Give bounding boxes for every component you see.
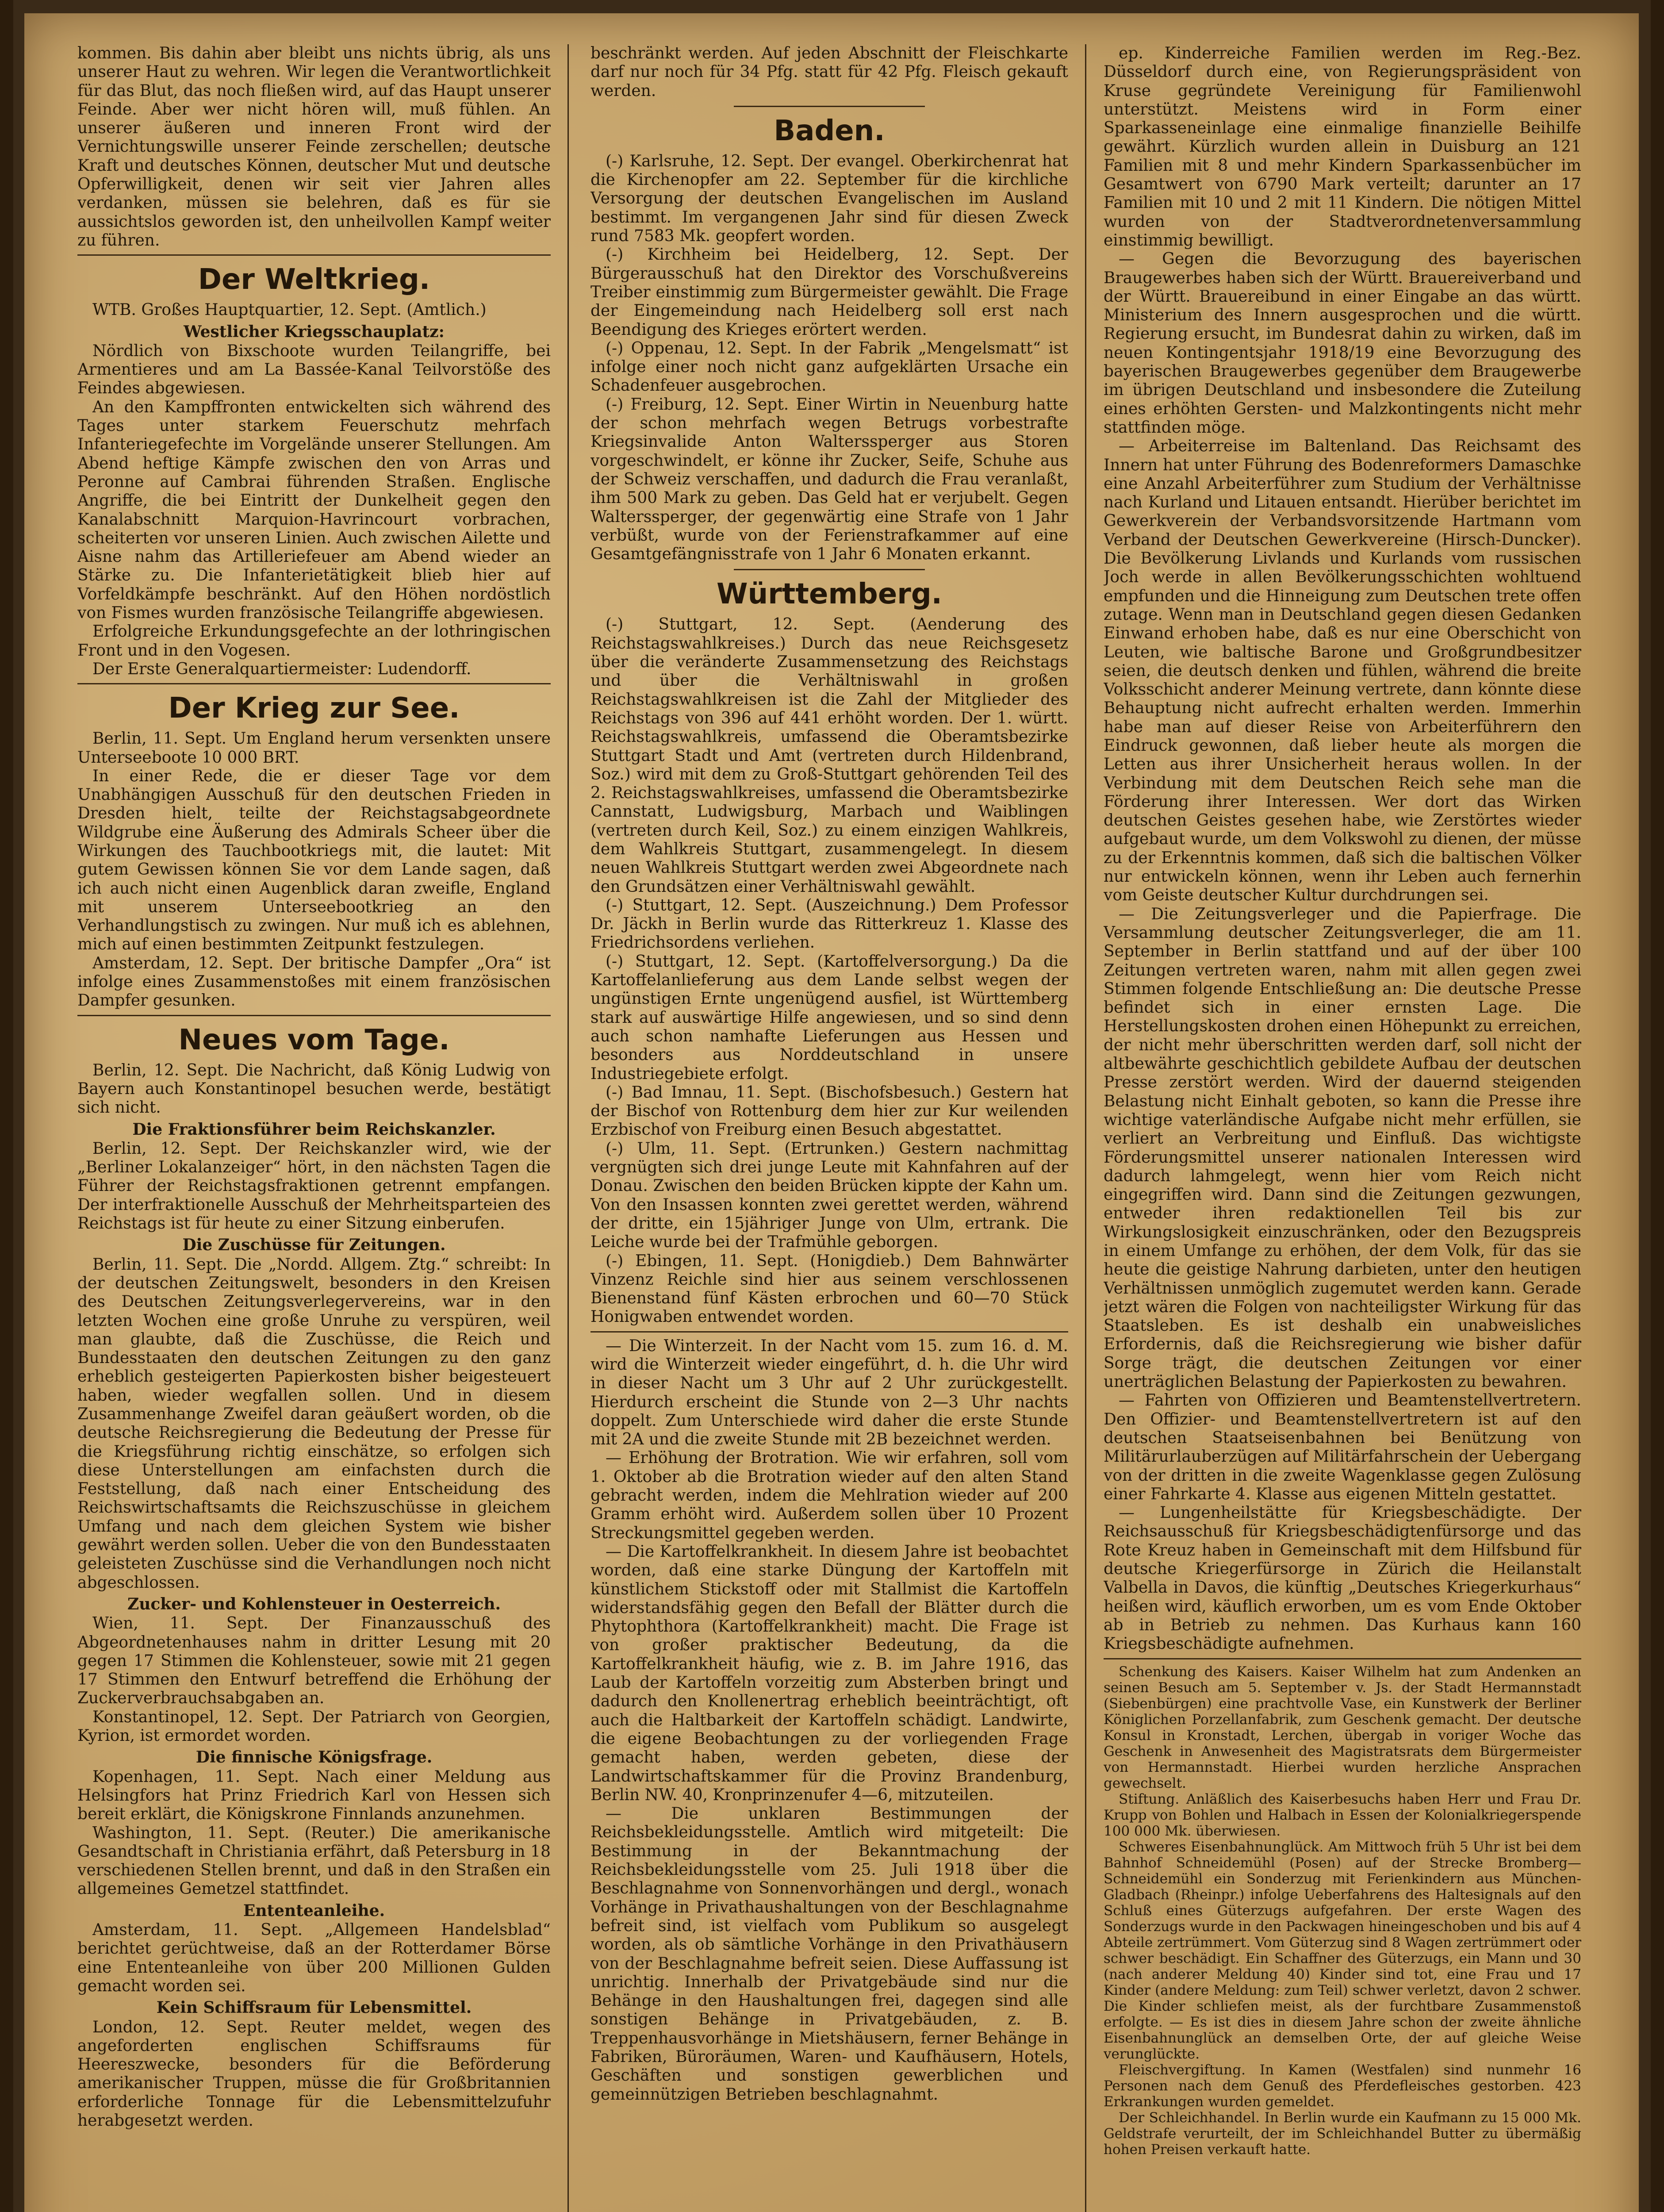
section-heading: Baden. bbox=[774, 114, 885, 147]
dateline: WTB. Großes Hauptquartier, 12. Sept. (Amtlich.) bbox=[92, 301, 487, 319]
newspaper-page bbox=[24, 13, 1639, 2212]
paragraph: (-) Ulm, 11. Sept. (Ertrunken.) Gestern nachmittag vergnügten sich drei junge Leute mit Kahnfahren auf der Donau. Zwischen den beiden Brücken kippte der Kahn um. Von den Insassen konnten zwei gerettet werden, während der dritte, ein 15jähriger Junge von Ulm, ertrank. Die Leiche wurde bei der Trafmühle geborgen. bbox=[590, 1139, 1068, 1252]
paragraph: (-) Ebingen, 11. Sept. (Honigdieb.) Dem Bahnwärter Vinzenz Reichle sind hier aus seinem verschlossenen Bienenstand fünf Kästen erbrochen und 60—70 Stück Honigwaben entwendet worden. bbox=[590, 1252, 1068, 1326]
page-edge-left bbox=[0, 0, 13, 2212]
subheading: Die Fraktionsführer beim Reichskanzler. bbox=[132, 1120, 496, 1139]
column-1 bbox=[77, 44, 551, 2212]
paragraph: — Gegen die Bevorzugung des bayerischen Braugewerbes haben sich der Württ. Brauereiverband und der Württ. Brauereibund in einer Eingabe an das württ. Ministerium des Innern ausgesprochen und die württ. Regierung ersucht, im Bundesrat dahin zu wirken, daß im neuen Kontingentsjahr 1918/19 eine Bevorzugung des bayerischen Braugewerbes gegenüber dem Braugewerbe im übrigen Deutschland und insbesondere die Zuteilung eines erhöhten Gersten- und Malzkontingents nicht mehr stattfinden möge. bbox=[1104, 250, 1581, 437]
paragraph: Nördlich von Bixschoote wurden Teilangriffe, bei Armentieres und am La Bassée-Kanal Teilvorstöße des Feindes abgewiesen. bbox=[77, 342, 551, 398]
small-notice: Stiftung. Anläßlich des Kaiserbesuchs haben Herr und Frau Dr. Krupp von Bohlen und Halbach in Essen der Kolonialkriegerspende 100 000 Mk. überwiesen. bbox=[1104, 1791, 1581, 1839]
subheading: Kein Schiffsraum für Lebensmittel. bbox=[156, 1998, 472, 2017]
paragraph: Berlin, 11. Sept. Um England herum versenkten unsere Unterseeboote 10 000 BRT. bbox=[77, 730, 551, 767]
paragraph: An den Kampffronten entwickelten sich während des Tages unter starkem Feuerschutz mehrfach Infanteriegefechte im Vorgelände unserer Stellungen. Am Abend heftige Kämpfe zwischen den von Arras und Peronne auf Cambrai führenden Straßen. Englische Angriffe, die bei Eintritt der Dunkelheit gegen den Kanalabschnitt Marquion-Havrincourt vorbrachen, scheiterten vor unseren Linien. Auch zwischen Ailette und Aisne nahm das Artilleriefeuer am Abend wieder an Stärke zu. Die Infanterietätigkeit blieb hier auf Vorfeldkämpfe beschränkt. Auf den Höhen nordöstlich von Fismes wurden französische Teilangriffe abgewiesen. bbox=[77, 398, 551, 622]
subheading: Zucker- und Kohlensteuer in Oesterreich. bbox=[127, 1594, 501, 1613]
small-notice: Der Schleichhandel. In Berlin wurde ein Kaufmann zu 15 000 Mk. Geldstrafe verurteilt, der im Schleichhandel Butter zu übermäßig hohen Preisen verkauft hatte. bbox=[1104, 2109, 1581, 2158]
subheading: Die Zuschüsse für Zeitungen. bbox=[182, 1236, 446, 1255]
divider bbox=[77, 254, 551, 256]
paragraph: Amsterdam, 11. Sept. „Allgemeen Handelsblad“ berichtet gerüchtweise, daß an der Rotterdamer Börse eine Ententeanleihe von über 200 Millionen Gulden gemacht worden sei. bbox=[77, 1921, 551, 1995]
paragraph: (-) Stuttgart, 12. Sept. (Kartoffelversorgung.) Da die Kartoffelanlieferung aus dem Lande selbst wegen der ungünstigen Ernte ungenügend ausfiel, ist Württemberg stark auf auswärtige Hilfe angewiesen, und so sind denn auch schon namhafte Lieferungen aus Hessen und besonders aus Norddeutschland in unsere Industriegebiete erfolgt. bbox=[590, 952, 1068, 1083]
subheading: Westlicher Kriegsschauplatz: bbox=[184, 322, 445, 341]
small-notice: Schenkung des Kaisers. Kaiser Wilhelm hat zum Andenken an seinen Besuch am 5. September v. Js. der Stadt Hermannstadt (Siebenbürgen) eine prachtvolle Vase, ein Kunstwerk der Berliner Königlichen Porzellanfabrik, zum Geschenk gemacht. Der deutsche Konsul in Kronstadt, Lerchen, übergab in voriger Woche das Geschenk in Anwesenheit des Magistratsrats dem Bürgermeister von Hermannstadt. Hierbei wurden herzliche Ansprachen gewechselt. bbox=[1104, 1663, 1581, 1791]
paragraph: (-) Bad Imnau, 11. Sept. (Bischofsbesuch.) Gestern hat der Bischof von Rottenburg dem hier zur Kur weilenden Erzbischof von Freiburg einen Besuch abgestattet. bbox=[590, 1083, 1068, 1139]
small-notice: Schweres Eisenbahnunglück. Am Mittwoch früh 5 Uhr ist bei dem Bahnhof Schneidemühl (Posen) auf der Strecke Bromberg—Schneidemühl ein Sonderzug mit Ferienkindern aus München-Gladbach (Rheinpr.) infolge Ueberfahrens des Haltesignals auf den Schluß eines Güterzugs aufgefahren. Der erste Wagen des Sonderzugs wurde in den Packwagen hineingeschoben und bis auf 4 Abteile zertrümmert. Vom Güterzug sind 8 Wagen zertrümmert oder schwer beschädigt. Ein Schaffner des Güterzugs, ein Mann und 30 (nach anderer Meldung 40) Kinder sind tot, eine Frau und 17 Kinder (andere Meldung: zum Teil) schwer verletzt, davon 2 schwer. Die Kinder schliefen meist, als der furchtbare Zusammenstoß erfolgte. — Es ist dies in diesem Jahre schon der zweite ähnliche Eisenbahnunglück an demselben Orte, der auf gleiche Weise verunglückte. bbox=[1104, 1839, 1581, 2062]
paragraph: (-) Stuttgart, 12. Sept. (Auszeichnung.) Dem Professor Dr. Jäckh in Berlin wurde das Ritterkreuz 1. Klasse des Friedrichsordens verliehen. bbox=[590, 896, 1068, 952]
paragraph: — Die Kartoffelkrankheit. In diesem Jahre ist beobachtet worden, daß eine starke Düngung der Kartoffeln mit künstlichem Stickstoff oder mit Stallmist die Kartoffeln widerstandsfähig gegen den Befall der Blätter durch die Phytophthora (Kartoffelkrankheit) macht. Die Frage ist von großer praktischer Bedeutung, da die Kartoffelkrankheit häufig, wie z. B. im Jahre 1916, das Laub der Kartoffeln vorzeitig zum Absterben bringt und dadurch den Knollenertrag erheblich beeinträchtigt, oft auch die Haltbarkeit der Kartoffeln schädigt. Landwirte, die eigene Beobachtungen zu der vorliegenden Frage gemacht haben, werden gebeten, diese der Landwirtschaftskammer für die Provinz Brandenburg, Berlin NW. 40, Kronprinzenufer 4—6, mitzuteilen. bbox=[590, 1542, 1068, 1804]
paragraph: — Lungenheilstätte für Kriegsbeschädigte. Der Reichsausschuß für Kriegsbeschädigtenfürsorge und das Rote Kreuz haben in Gemeinschaft mit dem Hilfsbund für deutsche Kriegerfürsorge in Zürich die Heilanstalt Valbella in Davos, die künftig „Deutsches Kriegerkurhaus“ heißen wird, käuflich erworben, um es vom Ende Oktober ab in Betrieb zu nehmen. Das Kurhaus kann 160 Kriegsbeschädigte aufnehmen. bbox=[1104, 1504, 1581, 1653]
paragraph: Amsterdam, 12. Sept. Der britische Dampfer „Ora“ ist infolge eines Zusammenstoßes mit einem französischen Dampfer gesunken. bbox=[77, 954, 551, 1010]
paragraph: (-) Freiburg, 12. Sept. Einer Wirtin in Neuenburg hatte der schon mehrfach wegen Betrugs vorbestrafte Kriegsinvalide Anton Walterssperger aus Storen vorgeschwindelt, er könne ihr Zucker, Seife, Schuhe aus der Schweiz verschaffen, und dadurch die Frau veranlaßt, ihm 500 Mark zu geben. Das Geld hat er verjubelt. Gegen Walterssperger, der gegenwärtig eine Strafe von 1 Jahr verbüßt, wurde von der Ferienstrafkammer auf eine Gesamtgefängnisstrafe von 1 Jahr 6 Monaten erkannt. bbox=[590, 395, 1068, 564]
paragraph: (-) Kirchheim bei Heidelberg, 12. Sept. Der Bürgerausschuß hat den Direktor des Vorschußvereins Treiber einstimmig zum Bürgermeister gewählt. Die Frage der Eingemeindung nach Heidelberg soll erst nach Beendigung des Krieges erörtert werden. bbox=[590, 246, 1068, 339]
paragraph: — Arbeiterreise im Baltenland. Das Reichsamt des Innern hat unter Führung des Bodenreformers Damaschke eine Anzahl Arbeiterführer zum Studium der Verhältnisse nach Kurland und Litauen entsandt. Hierüber berichtet im Gewerkverein der Verbandsvorsitzende Hartmann vom Verband der Deutschen Gewerkvereine (Hirsch-Duncker). Die Bevölkerung Livlands und Kurlands vom russischen Joch werde in allen Bevölkerungsschichten wohltuend empfunden und die Hinneigung zum Deutschen trete offen zutage. Wenn man in Deutschland gegen diesen Gedanken Einwand erhoben habe, daß es nur eine Oberschicht von Leuten, wie baltische Barone und Großgrundbesitzer seien, die deutsch denken und fühlen, während die breite Volksschicht anderer Meinung vertrete, dann könnte diese Behauptung nicht aufrecht erhalten werden. Immerhin habe man auf dieser Reise von Arbeiterführern den Eindruck gewonnen, daß lieber heute als morgen die Letten aus ihrer Unsicherheit heraus wollen. In der Verbindung mit dem Deutschen Reich sehe man die Förderung ihrer Interessen. Wer dort das Wirken deutschen Geistes gesehen habe, wie Zerstörtes wieder aufgebaut wurde, um dem Volkswohl zu dienen, der müsse zu der Erkenntnis kommen, daß sich die baltischen Völker nur entwickeln können, wenn ihr Leben auch fernerhin vom Geiste deutscher Kultur durchdrungen sei. bbox=[1104, 437, 1581, 905]
divider bbox=[1104, 1658, 1581, 1659]
paragraph: Washington, 11. Sept. (Reuter.) Die amerikanische Gesandtschaft in Christiania erfährt, daß Petersburg in 18 verschiedenen Stellen brennt, und daß in den Straßen ein allgemeines Gemetzel stattfindet. bbox=[77, 1824, 551, 1898]
divider bbox=[77, 1015, 551, 1016]
signature: Der Erste Generalquartiermeister: Ludendorff. bbox=[92, 660, 472, 678]
article-continuation: kommen. Bis dahin aber bleibt uns nichts übrig, als uns unserer Haut zu wehren. Wir legen die Verantwortlichkeit für das Blut, das noch fließen wird, auf das Haupt unserer Feinde. Aber wer nicht hören will, muß fühlen. An unserer äußeren und inneren Front wird der Vernichtungswille unserer Feinde zerschellen; deutsche Kraft und deutsches Können, deutscher Mut und deutsche Opferwilligkeit, denen wir seit vier Jahren alles verdanken, müssen sie belehren, daß es für sie aussichtslos geworden ist, den unheilvollen Kampf weiter zu führen. bbox=[77, 44, 551, 250]
paragraph: Berlin, 12. Sept. Die Nachricht, daß König Ludwig von Bayern auch Konstantinopel besuchen werde, bestätigt sich nicht. bbox=[77, 1061, 551, 1117]
section-heading: Neues vom Tage. bbox=[178, 1023, 450, 1056]
divider bbox=[590, 1331, 1068, 1333]
section-heading: Württemberg. bbox=[717, 578, 942, 611]
section-heading: Der Weltkrieg. bbox=[198, 263, 430, 296]
paragraph: Kopenhagen, 11. Sept. Nach einer Meldung aus Helsingfors hat Prinz Friedrich Karl von Hessen sich bereit erklärt, die Königskrone Finnlands anzunehmen. bbox=[77, 1767, 551, 1824]
paragraph: In einer Rede, die er dieser Tage vor dem Unabhängigen Ausschuß für den deutschen Frieden in Dresden hielt, teilte der Reichstagsabgeordnete Wildgrube eine Äußerung des Admirals Scheer über die Wirkungen des Tauchbootkriegs mit, die lautet: Mit gutem Gewissen können Sie vor dem Lande sagen, daß ich auch nicht einen Augenblick daran zweifle, England mit unserem Unterseebootkrieg an den Verhandlungstisch zu zwingen. Nur muß ich es ablehnen, mich auf einen bestimmten Zeitpunkt festzulegen. bbox=[77, 767, 551, 954]
subheading: Ententeanleihe. bbox=[243, 1901, 385, 1920]
paragraph: — Fahrten von Offizieren und Beamtenstellvertretern. Den Offizier- und Beamtenstellvertretern ist auf den deutschen Staatseisenbahnen bei Benützung von Militärurlauberzügen auf Militärfahrschein der Uebergang von der dritten in die zweite Wagenklasse gegen Zulösung einer Fahrkarte 4. Klasse aus eigenen Mitteln gestattet. bbox=[1104, 1391, 1581, 1503]
divider bbox=[77, 683, 551, 684]
paragraph: (-) Oppenau, 12. Sept. In der Fabrik „Mengelsmatt“ ist infolge einer noch nicht ganz aufgeklärten Ursache ein Schadenfeuer ausgebrochen. bbox=[590, 339, 1068, 395]
paragraph: Wien, 11. Sept. Der Finanzausschuß des Abgeordnetenhauses nahm in dritter Lesung mit 20 gegen 17 Stimmen die Kohlensteuer, sowie mit 21 gegen 17 Stimmen den Entwurf betreffend die Erhöhung der Zuckerverbrauchsabgaben an. bbox=[77, 1614, 551, 1708]
column-3 bbox=[1104, 44, 1581, 2212]
page-edge-right bbox=[1651, 0, 1664, 2212]
paragraph: — Die Zeitungsverleger und die Papierfrage. Die Versammlung deutscher Zeitungsverleger, die am 11. September in Berlin stattfand und auf der über 100 Zeitungen vertreten waren, nahm mit allen gegen zwei Stimmen folgende Entschließung an: Die deutsche Presse befindet sich in einer ernsten Lage. Die Herstellungskosten drohen einen Höhepunkt zu erreichen, der nicht mehr überschritten werden darf, soll nicht der altbewährte geschichtlich gebildete Aufbau der deutschen Presse zerstört werden. Wird der dauernd steigenden Belastung nicht Einhalt geboten, so kann die Presse ihre wichtige vaterländische Aufgabe nicht mehr erfüllen, sie verliert an Verbreitung und Einfluß. Das wichtigste Förderungsmittel unserer nationalen Interessen wird dadurch lahmgelegt, wenn hier vom Reich nicht eingegriffen wird. Dann sind die Zeitungen gezwungen, entweder ihren redaktionellen Teil bis zur Wirkungslosigkeit einzuschränken, oder den Bezugspreis in einem Umfange zu erhöhen, der dem Volk, für das sie heute die geistige Nahrung darbieten, unter den heutigen Verhältnissen unmöglich zugemutet werden kann. Gerade jetzt wären die Folgen von nachteiligster Wirkung für das Staatsleben. Es ist deshalb ein unabweisliches Erfordernis, daß die Reichsregierung wie bisher dafür Sorge trägt, die deutschen Zeitungen vor einer unerträglichen Belastung der Papierkosten zu bewahren. bbox=[1104, 905, 1581, 1391]
paragraph: London, 12. Sept. Reuter meldet, wegen des angeforderten englischen Schiffsraums für Heereszwecke, besonders für die Beförderung amerikanischer Truppen, müsse die für Großbritannien erforderliche Tonnage für die Lebensmittelzufuhr herabgesetzt werden. bbox=[77, 2018, 551, 2130]
paragraph: Erfolgreiche Erkundungsgefechte an der lothringischen Front und in den Vogesen. bbox=[77, 622, 551, 660]
paragraph: (-) Stuttgart, 12. Sept. (Aenderung des Reichstagswahlkreises.) Durch das neue Reichsgesetz über die veränderte Zusammensetzung des Reichstags und über die Verhältniswahl in großen Reichstagswahlkreisen ist die Zahl der Mitglieder des Reichstags von 396 auf 441 erhöht worden. Der 1. württ. Reichstagswahlkreis, umfassend die Oberamtsbezirke Stuttgart Stadt und Amt (vertreten durch Hildenbrand, Soz.) wird mit dem zu Groß-Stuttgart gehörenden Teil des 2. Reichstagswahlkreises, umfassend die Oberamtsbezirke Cannstatt, Ludwigsburg, Marbach und Waiblingen (vertreten durch Keil, Soz.) zu einem einzigen Wahlkreis, dem Wahlkreis Stuttgart, zusammengelegt. In diesem neuen Wahlkreis Stuttgart werden zwei Abgeordnete nach den Grundsätzen einer Verhältniswahl gewählt. bbox=[590, 615, 1068, 896]
divider bbox=[734, 569, 925, 570]
paragraph: ep. Kinderreiche Familien werden im Reg.-Bez. Düsseldorf durch eine, von Regierungspräsident von Kruse gegründete Vereinigung für Familienwohl unterstützt. Meistens wird in Form einer Sparkasseneinlage eine einmalige finanzielle Beihilfe gewährt. Kürzlich wurden allein in Duisburg an 121 Familien mit 8 und mehr Kindern Sparkassenbücher im Gesamtwert von 6790 Mark verteilt; darunter an 17 Familien mit 10 und 2 mit 11 Kindern. Die nötigen Mittel wurden von der Stadtverordnetenversammlung einstimmig bewilligt. bbox=[1104, 44, 1581, 250]
divider bbox=[734, 106, 925, 107]
paragraph: (-) Karlsruhe, 12. Sept. Der evangel. Oberkirchenrat hat die Kirchenopfer am 22. September für die kirchliche Versorgung der deutschen Evangelischen im Ausland bestimmt. Im vergangenen Jahr sind für diesen Zweck rund 7583 Mk. geopfert worden. bbox=[590, 152, 1068, 246]
small-notice: Fleischvergiftung. In Kamen (Westfalen) sind nunmehr 16 Personen nach dem Genuß des Pferdefleisches gestorben. 423 Erkrankungen wurden gemeldet. bbox=[1104, 2062, 1581, 2110]
column-2 bbox=[590, 44, 1068, 2212]
column-rule bbox=[567, 44, 569, 2212]
section-heading: Der Krieg zur See. bbox=[168, 692, 460, 725]
paragraph: — Erhöhung der Brotration. Wie wir erfahren, soll vom 1. Oktober ab die Brotration wieder auf den alten Stand gebracht werden, indem die Mehlration wieder auf 200 Gramm erhöht wird. Außerdem sollen über 10 Prozent Streckungsmittel gegeben werden. bbox=[590, 1449, 1068, 1542]
paragraph: Berlin, 12. Sept. Der Reichskanzler wird, wie der „Berliner Lokalanzeiger“ hört, in den nächsten Tagen die Führer der Reichstagsfraktionen getrennt empfangen. Der interfraktionelle Ausschuß der Mehrheitsparteien des Reichstags ist für heute zu einer Sitzung einberufen. bbox=[77, 1139, 551, 1233]
column-rule bbox=[1085, 44, 1086, 2212]
paragraph: Berlin, 11. Sept. Die „Nordd. Allgem. Ztg.“ schreibt: In der deutschen Zeitungswelt, besonders in den Kreisen des Deutschen Zeitungsverlegervereins, war in den letzten Wochen eine große Unruhe zu verspüren, weil man glaubte, daß die Zuschüsse, die Reich und Bundesstaaten den deutschen Zeitungen zu den ganz erheblich gesteigerten Papierkosten bisher beigesteuert haben, wieder wegfallen sollen. Und in diesem Zusammenhange Zweifel daran geäußert worden, ob die deutsche Reichsregierung die Bedeutung der Presse für die Kriegsführung richtig einschätze, so erfolgen sich diese Unterstellungen am einfachsten durch die Feststellung, daß nach einer Entscheidung des Reichswirtschaftsamts die Reichszuschüsse in gleichem Umfang und nach dem gleichen System wie bisher gewährt werden sollen. Ueber die von den Bundesstaaten geleisteten Zuschüsse sind die Verhandlungen noch nicht abgeschlossen. bbox=[77, 1255, 551, 1592]
subheading: Die finnische Königsfrage. bbox=[196, 1748, 433, 1767]
article-continuation: beschränkt werden. Auf jeden Abschnitt der Fleischkarte darf nur noch für 34 Pfg. statt für 42 Pfg. Fleisch gekauft werden. bbox=[590, 44, 1068, 100]
paragraph: — Die unklaren Bestimmungen der Reichsbekleidungsstelle. Amtlich wird mitgeteilt: Die Bestimmung in der Bekanntmachung der Reichsbekleidungsstelle vom 25. Juli 1918 über die Beschlagnahme von Sonnenvorhängen und dergl., wonach Vorhänge in Privathaushaltungen von der Beschlagnahme befreit sind, ist vielfach vom Publikum so ausgelegt worden, als ob sämtliche Vorhänge in den Privathäusern von der Beschlagnahme befreit seien. Diese Auffassung ist unrichtig. Innerhalb der Privatgebäude sind nur die Behänge in den Haushaltungen frei, dagegen sind alle sonstigen Behänge in Privatgebäuden, z. B. Treppenhausvorhänge in Mietshäusern, ferner Behänge in Fabriken, Büroräumen, Waren- und Kaufhäusern, Hotels, Geschäften und sonstigen gewerblichen und gemeinnützigen Betrieben beschlagnahmt. bbox=[590, 1805, 1068, 2104]
paragraph: Konstantinopel, 12. Sept. Der Patriarch von Georgien, Kyrion, ist ermordet worden. bbox=[77, 1708, 551, 1745]
paragraph: — Die Winterzeit. In der Nacht vom 15. zum 16. d. M. wird die Winterzeit wieder eingeführt, d. h. die Uhr wird in dieser Nacht um 3 Uhr auf 2 Uhr zurückgestellt. Hierdurch erscheint die Stunde von 2—3 Uhr nachts doppelt. Zum Unterschiede wird daher die erste Stunde mit 2A und die zweite Stunde mit 2B bezeichnet werden. bbox=[590, 1336, 1068, 1449]
